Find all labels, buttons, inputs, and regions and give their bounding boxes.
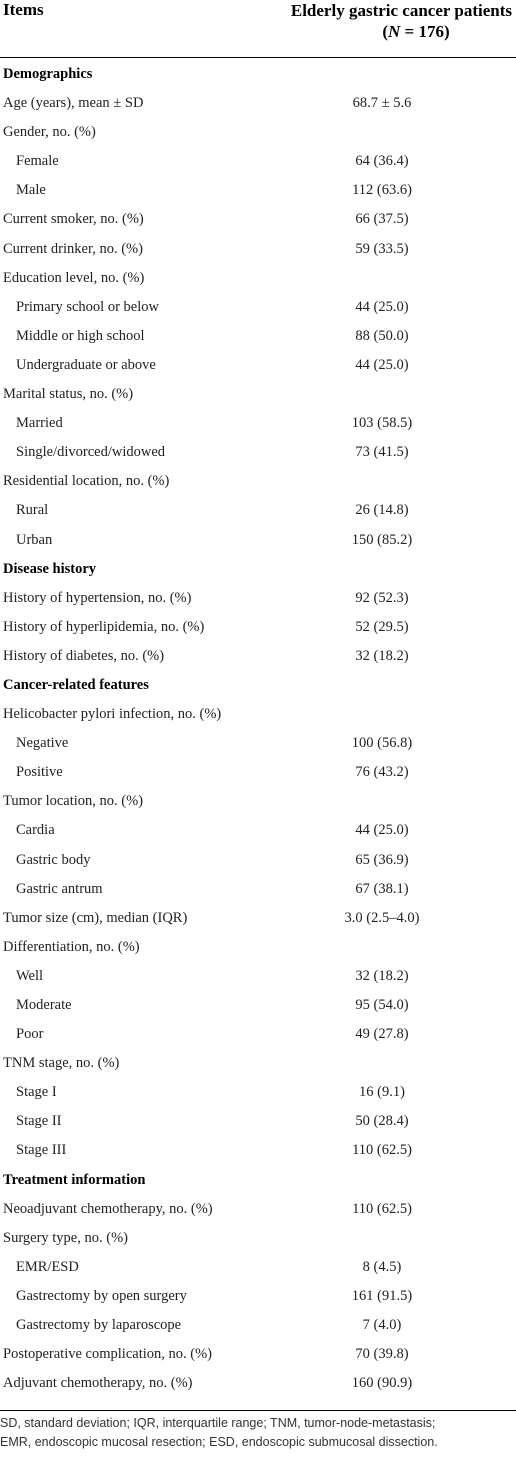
row-value: 32 (18.2) [355,647,409,664]
table-row [0,118,516,147]
section-header-row [0,671,516,700]
table-row [0,176,516,205]
row-value: 70 (39.8) [355,1346,409,1363]
section-header-row [0,60,516,89]
row-value: 150 (85.2) [351,531,413,548]
table-row [0,700,516,729]
row-label: Gastric antrum [16,880,103,897]
row-label: EMR/ESD [16,1258,79,1275]
row-label: Postoperative complication, no. (%) [3,1346,212,1363]
table-row [0,1253,516,1282]
row-value: 76 (43.2) [355,764,409,781]
table-body [0,60,516,1398]
row-value: 8 (4.5) [362,1258,402,1275]
table-row [0,758,516,787]
row-value: 103 (58.5) [351,415,413,432]
row-label: Negative [16,735,69,752]
footnote-line-1: SD, standard deviation; IQR, interquartile range; TNM, tumor-node-metastasis; [0,1416,436,1430]
row-value: 44 (25.0) [355,356,409,373]
row-label: Surgery type, no. (%) [3,1229,128,1246]
table-row [0,147,516,176]
patients-column-n: (N = 176) [382,22,450,41]
table-row [0,642,516,671]
table-row [0,1369,516,1398]
row-label: Marital status, no. (%) [3,386,134,403]
row-label: Gastric body [16,851,91,868]
table-row [0,1020,516,1049]
table-row [0,816,516,845]
row-value: 110 (62.5) [352,1142,412,1159]
row-label: Primary school or below [16,298,159,315]
row-label: Male [16,182,46,199]
row-value: 88 (50.0) [355,327,409,344]
table-row [0,1049,516,1078]
section-header-row [0,555,516,584]
table-row [0,1078,516,1107]
table-row [0,467,516,496]
row-label: History of hyperlipidemia, no. (%) [3,618,205,635]
row-value: 3.0 (2.5–4.0) [344,909,420,926]
row-value: 66 (37.5) [355,211,409,228]
row-label: Stage II [16,1113,62,1130]
patients-column-header [260,0,512,42]
row-label: Age (years), mean ± SD [3,95,144,112]
table-row [0,293,516,322]
row-label: Gastrectomy by laparoscope [16,1317,182,1334]
row-label: Adjuvant chemotherapy, no. (%) [3,1375,193,1392]
table-row [0,1136,516,1165]
table-row [0,584,516,613]
row-label: Stage III [16,1142,67,1159]
table-footnote [0,1414,516,1452]
row-label: Undergraduate or above [16,356,156,373]
row-value: 67 (38.1) [355,880,409,897]
row-value: 161 (91.5) [351,1287,413,1304]
row-value: 112 (63.6) [352,182,412,199]
row-value: 160 (90.9) [351,1375,413,1392]
footnote-line-2: EMR, endoscopic mucosal resection; ESD, endoscopic submucosal dissection. [0,1435,438,1449]
table-row [0,322,516,351]
section-header-row [0,1166,516,1195]
row-label: Rural [16,502,49,519]
row-label: Female [16,153,59,170]
row-label: Differentiation, no. (%) [3,938,140,955]
row-value: 100 (56.8) [351,735,413,752]
row-label: Tumor location, no. (%) [3,793,144,810]
table-row [0,1282,516,1311]
row-label: Positive [16,764,63,781]
table-row [0,991,516,1020]
table-row [0,933,516,962]
row-value: 52 (29.5) [355,618,409,635]
row-label: Moderate [16,997,72,1013]
row-label: Education level, no. (%) [3,269,145,286]
table-row [0,380,516,409]
header-divider [0,57,516,58]
items-column-header: Items [3,0,44,19]
table-row [0,962,516,991]
row-label: Gender, no. (%) [3,124,96,141]
row-label: Current smoker, no. (%) [3,211,144,228]
table-row [0,1195,516,1224]
row-label: Poor [16,1026,44,1043]
table-bottom-rule [0,1410,516,1411]
row-label: Tumor size (cm), median (IQR) [3,909,188,926]
table-row [0,526,516,555]
row-label: Married [16,415,63,432]
row-label: TNM stage, no. (%) [3,1055,120,1072]
row-label: Disease history [3,560,97,577]
row-label: History of hypertension, no. (%) [3,589,192,606]
table-row [0,409,516,438]
row-label: Cancer-related features [3,676,149,693]
table-row [0,875,516,904]
row-value: 65 (36.9) [355,851,409,868]
row-label: Single/divorced/widowed [16,444,166,461]
row-value: 44 (25.0) [355,822,409,839]
row-value: 110 (62.5) [352,1200,412,1217]
table-row [0,729,516,758]
row-label: Well [16,967,44,984]
row-value: 32 (18.2) [355,967,409,984]
row-label: Helicobacter pylori infection, no. (%) [3,706,222,723]
table-row [0,846,516,875]
table-row [0,1340,516,1369]
row-value: 26 (14.8) [355,502,409,519]
row-label: Current drinker, no. (%) [3,240,143,257]
table-row [0,205,516,234]
table-row [0,1107,516,1136]
row-label: History of diabetes, no. (%) [3,647,165,664]
table-row [0,264,516,293]
row-label: Residential location, no. (%) [3,473,170,490]
patients-column-title: Elderly gastric cancer patients [290,1,512,20]
row-value: 50 (28.4) [355,1113,409,1130]
row-label: Middle or high school [16,327,145,344]
table-row [0,787,516,816]
row-value: 64 (36.4) [355,153,409,170]
table-row [0,613,516,642]
table-header [0,0,516,56]
table-row [0,438,516,467]
row-label: Cardia [16,822,55,839]
row-label: Treatment information [3,1171,146,1188]
row-label: Neoadjuvant chemotherapy, no. (%) [3,1200,213,1217]
row-value: 16 (9.1) [359,1084,405,1101]
row-label: Demographics [3,66,93,82]
row-value: 95 (54.0) [355,997,409,1013]
table-row [0,351,516,380]
table-row [0,89,516,118]
row-value: 92 (52.3) [355,589,409,606]
row-value: 44 (25.0) [355,298,409,315]
row-value: 7 (4.0) [362,1317,402,1334]
row-value: 59 (33.5) [355,240,409,257]
table-row [0,1224,516,1253]
row-value: 73 (41.5) [355,444,409,461]
row-label: Gastrectomy by open surgery [16,1287,187,1304]
row-label: Urban [16,531,53,548]
table-row [0,904,516,933]
row-label: Stage I [16,1084,57,1101]
table-row [0,496,516,525]
table-row [0,235,516,264]
row-value: 68.7 ± 5.6 [352,95,412,112]
row-value: 49 (27.8) [355,1026,409,1043]
table-row [0,1311,516,1340]
